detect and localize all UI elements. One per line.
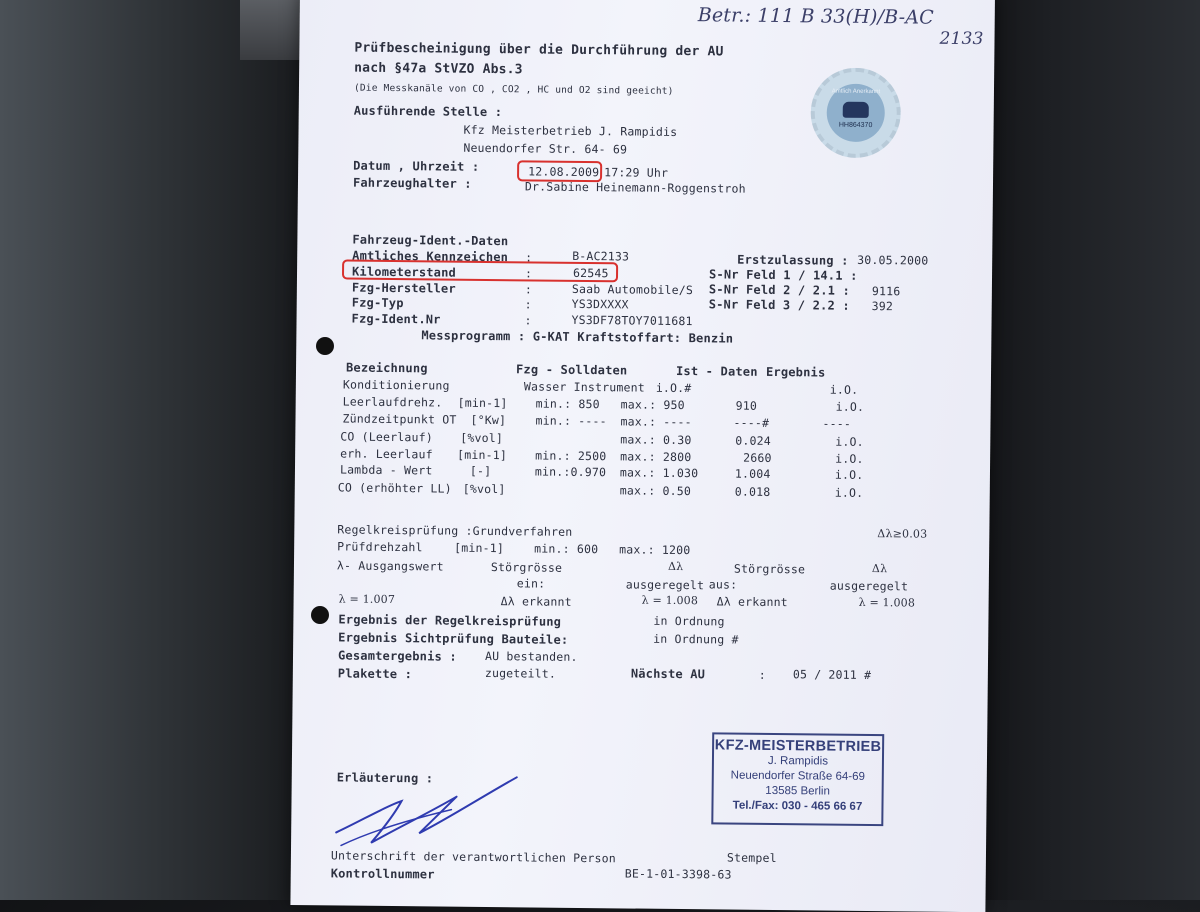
snr2-label: S-Nr Feld 2 / 2.1 :: [708, 282, 851, 298]
station-label: Ausführende Stelle :: [353, 103, 503, 120]
km-highlight-box: [342, 259, 618, 282]
type-value: YS3DXXXX: [571, 296, 629, 312]
maker-label: Fzg-Hersteller: [351, 280, 456, 296]
test-speed-max: max.: 1200: [619, 542, 691, 558]
snr2-value: 9116: [871, 284, 901, 299]
workshop-stamp: [711, 732, 884, 826]
owner-name: Dr.Sabine Heinemann-Roggenstroh: [524, 179, 746, 196]
delta-lambda-2: Δλ: [871, 562, 888, 576]
recognized-label-1: Δλ erkannt: [500, 594, 572, 609]
delta-lambda-1: Δλ: [667, 559, 684, 574]
plate-value: B-AC2133: [572, 248, 630, 264]
disturbance-off-label-2: aus:: [708, 577, 738, 592]
visual-result-value: in Ordnung #: [653, 631, 739, 647]
station-address: Neuendorfer Str. 64- 69: [463, 140, 628, 157]
corrected-label-2: ausgeregelt: [829, 578, 909, 594]
explanation-label: Erläuterung :: [336, 770, 434, 786]
next-inspection-value: 05 / 2011 #: [792, 667, 872, 683]
recognized-label-2: Δλ erkannt: [716, 594, 788, 610]
km-label: Kilometerstand: [351, 264, 457, 280]
vehicle-section-title: Fahrzeug-Ident.-Daten: [352, 232, 509, 249]
total-result-value: AU bestanden.: [484, 648, 578, 664]
col-header-actual: Ist - Daten: [675, 363, 758, 379]
badge-label: Plakette :: [337, 666, 413, 682]
car-seat-right: [980, 0, 1200, 900]
colon: :: [525, 250, 533, 265]
lambda-value-3: λ = 1.008: [858, 595, 916, 610]
test-speed-min: min.: 600: [534, 541, 599, 557]
stamp-owner: J. Rampidis: [767, 754, 829, 768]
badge-value: zugeteilt.: [484, 665, 557, 681]
control-number-value: BE-1-01-3398-63: [624, 866, 732, 882]
corrected-label-1: ausgeregelt: [625, 577, 705, 593]
disturbance-off-label: Störgrösse: [733, 561, 806, 577]
first-registration-value: 30.05.2000: [857, 252, 929, 268]
test-speed-label: Prüfdrehzahl: [337, 539, 423, 555]
lambda-value-2: λ = 1.008: [641, 593, 699, 608]
time-value: 17:29 Uhr: [604, 165, 669, 180]
next-inspection-label: Nächste AU: [630, 666, 706, 682]
snr1-label: S-Nr Feld 1 / 14.1 :: [708, 267, 858, 283]
colon: :: [524, 297, 532, 312]
type-label: Fzg-Typ: [351, 295, 404, 311]
date-value: 12.08.2009: [528, 164, 600, 180]
colon: :: [524, 313, 532, 328]
inspection-seal: [810, 67, 901, 158]
total-result-label: Gesamtergebnis :: [337, 648, 457, 664]
test-speed-unit: [min-1]: [454, 540, 505, 556]
plate-label: Amtliches Kennzeichen: [352, 248, 509, 265]
stamp-street: Neuendorfer Straße 64-69: [730, 769, 865, 783]
loop-result-label: Ergebnis der Regelkreisprüfung: [338, 612, 562, 629]
snr3-label: S-Nr Feld 3 / 2.2 :: [708, 297, 850, 313]
disturbance-on-label-2: ein:: [516, 576, 546, 591]
inspection-certificate: Betr.: 111 B 33(H)/B-AC 2133 Prüfbescheinigung über die Durchführung der AU nach §47a StVZO Abs.3 (Die Messkanäle von CO , CO2 , HC und O2 sind geeicht) Amtlich Anerkannt HH864370 Ausführende Stelle : Kfz Meisterbetrieb J. Rampidis Neuendorfer Str. 64- 69 Datum , Uhrzeit : 12.08.2009 17:29 Uhr Fahrzeughalter : Dr.Sabine Heinemann-Roggenstroh Fahrzeug-Ident.-Daten Amtliches Kennzeichen : B-AC2133 Kilometerstand : 62545 Fzg-Hersteller : Saab Automobile/S Fzg-Typ : YS3DXXXX Fzg-Ident.Nr : YS3DF78TOY7011681 Erstzulassung : 30.05.2000 S-Nr Feld 1 / 14.1 : S-Nr Feld 2 / 2.1 : 9116 S-Nr Feld 3 / 2.2 : 392 Messprogramm : G-KAT Kraftstoffart: Benzin Bezeichnung Fzg - Solldaten Ist - Daten Ergebnis Konditionierung Wasser Instrument i.O.# i.O. Leerlaufdrehz. [min-1] min.: 850 max.: 950 910 i.O. Zündzeitpunkt OT [°Kw] min.: ---- max.: ---- ----# ---- CO (Leerlauf) [%vol] max.: 0.30 0.024 i.O. erh. Leerlauf [min-1] min.: 2500 max.: 2800 2660 i.O. Lambda - Wert [-] min.:0.970 max.: 1.030 1.004 i.O. CO (erhöhter LL) [%vol] max.: 0.50 0.018 i.O. Regelkreisprüfung :Grundverfahren Δλ≥0.03 Prüfdrehzahl [min-1] min.: 600 max.: 1200 λ- Ausgangswert Störgrösse ein: Δλ ausgeregelt Störgrösse aus: Δλ ausgeregelt λ = 1.007 Δλ erkannt λ = 1.008 Δλ erkannt λ = 1.008 Ergebnis der Regelkreisprüfung in Ordnung Ergebnis Sichtprüfung Bauteile: in Ordnung # Gesamtergebnis : AU bestanden. Plakette : zugeteilt. Nächste AU : 05 / 2011 # KFZ-MEISTERBETRIEB J. Rampidis Neuendorfer Straße 64-69 13585 Berlin Tel./Fax: 030 - 465 66 67 Erläuterung : Unterschrift der verantwortlichen Person Stempel Kontrollnummer BE-1-01-3398-63: [290, 0, 995, 912]
colon: :: [524, 282, 533, 297]
title-line-1: Prüfbescheinigung über die Durchführung der AU: [354, 40, 724, 60]
measurement-program: Messprogramm : G-KAT Kraftstoffart: Benzin: [421, 328, 734, 346]
control-loop-title: Regelkreisprüfung :Grundverfahren: [337, 522, 573, 539]
punch-hole: [316, 337, 334, 355]
disturbance-on-label: Störgrösse: [490, 560, 563, 575]
next-inspection-colon: :: [758, 667, 767, 682]
signature-label: Unterschrift der verantwortlichen Person: [330, 848, 616, 866]
colon: :: [524, 266, 533, 281]
subtitle: (Die Messkanäle von CO , CO2 , HC und O2 sind geeicht): [353, 82, 674, 97]
title-line-2: nach §47a StVZO Abs.3: [354, 60, 523, 78]
control-number-label: Kontrollnummer: [330, 866, 435, 882]
station-name: Kfz Meisterbetrieb J. Rampidis: [463, 122, 678, 139]
vin-label: Fzg-Ident.Nr: [351, 311, 441, 327]
col-header-result: Ergebnis: [765, 364, 826, 380]
loop-result-value: in Ordnung: [653, 613, 725, 629]
km-value: 62545: [572, 265, 609, 281]
col-header-target: Fzg - Solldaten: [515, 362, 628, 378]
visual-result-label: Ergebnis Sichtprüfung Bauteile:: [338, 630, 569, 647]
owner-label: Fahrzeughalter :: [352, 175, 472, 191]
lambda-out-label: λ- Ausgangswert: [336, 558, 444, 574]
seal-top-text: Amtlich Anerkannt: [831, 88, 881, 96]
seal-number: HH864370: [838, 121, 873, 130]
car-icon: [843, 102, 869, 118]
stamp-title: KFZ-MEISTERBETRIEB: [714, 737, 882, 756]
vin-value: YS3DF78TOY7011681: [571, 312, 693, 329]
punch-hole: [311, 606, 329, 624]
handwritten-reference: Betr.: 111 B 33(H)/B-AC: [697, 4, 935, 29]
stamp-label: Stempel: [726, 850, 777, 866]
stamp-city: 13585 Berlin: [765, 784, 830, 798]
car-seat-left: [0, 0, 300, 900]
maker-value: Saab Automobile/S: [571, 281, 694, 298]
datetime-label: Datum , Uhrzeit :: [353, 158, 480, 174]
snr3-value: 392: [871, 299, 894, 314]
delta-lambda-min: Δλ≥0.03: [877, 527, 928, 541]
col-header-name: Bezeichnung: [345, 360, 428, 376]
handwritten-number: 2133: [939, 28, 984, 50]
first-registration-label: Erstzulassung :: [737, 252, 849, 268]
lambda-value-1: λ = 1.007: [338, 592, 396, 607]
stamp-phone: Tel./Fax: 030 - 465 66 67: [732, 799, 863, 813]
